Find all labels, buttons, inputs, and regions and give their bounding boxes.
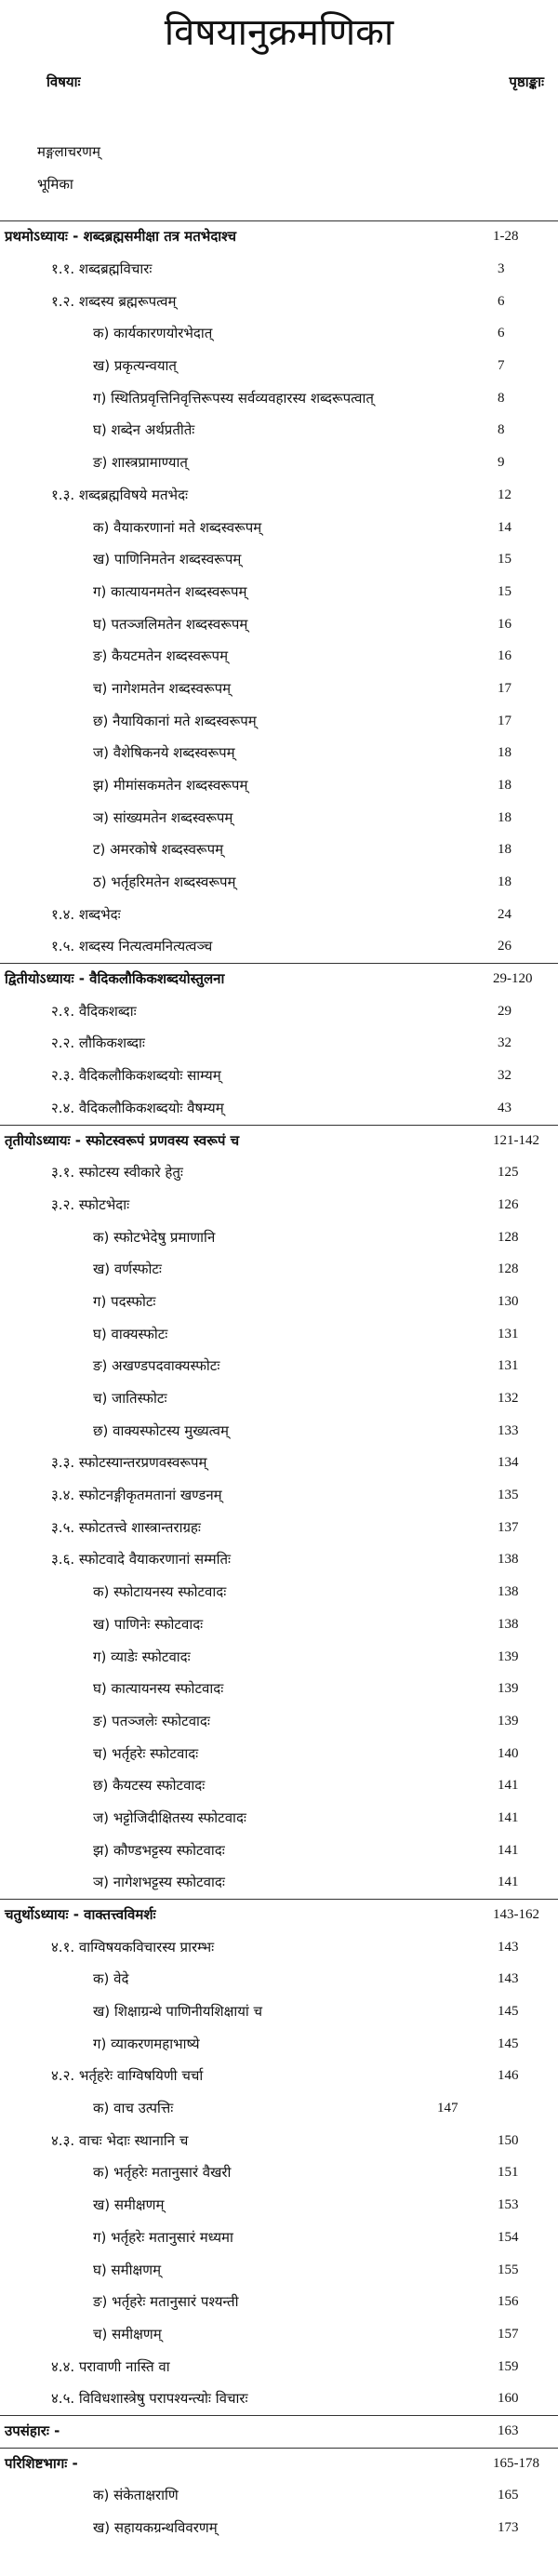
toc-entry-label: ठ) भर्तृहरिमतेन शब्दस्वरूपम्	[93, 874, 236, 890]
toc-entry-label: तृतीयोऽध्यायः - स्फोटस्वरूपं प्रणवस्य स्वरूपं च	[5, 1132, 240, 1149]
toc-row	[0, 1804, 558, 1832]
chapter-divider	[0, 1899, 558, 1900]
toc-entry-label: ङ) शास्त्रप्रामाण्यात्	[93, 454, 188, 471]
toc-row	[0, 287, 558, 315]
toc-row	[0, 138, 558, 166]
toc-row	[0, 1223, 558, 1251]
toc-entry-page: 128	[498, 1230, 519, 1245]
toc-entry-page: 126	[498, 1197, 519, 1212]
toc-entry-page: 9	[498, 455, 505, 470]
toc-entry-label: क) भर्तृहरेः मतानुसारं वैखरी	[93, 2164, 232, 2181]
chapter-divider	[0, 220, 558, 221]
toc-entry-page: 138	[498, 1584, 519, 1599]
toc-chapter-row	[0, 1901, 558, 1929]
toc-entry-page: 16	[498, 617, 512, 632]
toc-entry-label: घ) पतञ्जलिमतेन शब्दस्वरूपम्	[93, 616, 248, 633]
toc-entry-label: ङ) भर्तृहरेः मतानुसारं पश्यन्ती	[93, 2293, 239, 2310]
toc-entry-page: 24	[498, 907, 512, 922]
toc-entry-label: १.३. शब्दब्रह्मविषये मतभेदः	[51, 487, 189, 503]
toc-row	[0, 997, 558, 1025]
toc-row	[0, 674, 558, 702]
toc-entry-label: ४.१. वाग्विषयकविचारस्य प्रारम्भः	[51, 1939, 215, 1955]
toc-entry-label: द्वितीयोऽध्यायः - वैदिकलौकिकशब्दयोस्तुलना	[5, 970, 225, 987]
toc-entry-page: 137	[498, 1520, 519, 1535]
page-title: विषयानुक्रमणिका	[164, 11, 394, 54]
toc-entry-page: 150	[498, 2133, 519, 2148]
toc-entry-page: 143	[498, 1940, 519, 1955]
toc-entry-label: च) जातिस्फोटः	[93, 1390, 167, 1407]
toc-entry-label: घ) कात्यायनस्य स्फोटवादः	[93, 1680, 224, 1697]
toc-entry-label: घ) समीक्षणम्	[93, 2262, 162, 2278]
toc-row	[0, 1320, 558, 1348]
toc-row	[0, 1740, 558, 1768]
toc-entry-label: ख) पाणिनिमतेन शब्दस्वरूपम्	[93, 551, 242, 567]
toc-entry-label: क) वाच उत्पत्तिः	[93, 2100, 174, 2116]
toc-row	[0, 2384, 558, 2412]
toc-row	[0, 1578, 558, 1606]
toc-row	[0, 610, 558, 638]
toc-row	[0, 1675, 558, 1702]
toc-entry-label: उपसंहारः -	[5, 2423, 60, 2439]
toc-entry-page: 157	[498, 2327, 519, 2342]
toc-entry-label: च) नागेशमतेन शब्दस्वरूपम्	[93, 680, 232, 697]
toc-row	[0, 739, 558, 767]
toc-entry-page: 151	[498, 2165, 519, 2180]
toc-entry-label: ४.२. भर्तृहरेः वाग्विषयिणी चर्चा	[51, 2067, 204, 2084]
toc-entry-page: 18	[498, 842, 512, 857]
toc-row	[0, 2223, 558, 2251]
toc-entry-label: २.४. वैदिकलौकिकशब्दयोः वैषम्यम्	[51, 1100, 224, 1116]
toc-entry-label: ग) स्थितिप्रवृत्तिनिवृत्तिरूपस्य सर्वव्यवहारस्य शब्दरूपत्वात्	[93, 390, 374, 407]
toc-entry-page: 6	[498, 294, 505, 309]
toc-row	[0, 416, 558, 444]
toc-row	[0, 2094, 558, 2122]
toc-entry-label: ज) भट्टोजिदीक्षितस्य स्फोटवादः	[93, 1809, 246, 1826]
toc-entry-page: 15	[498, 584, 512, 599]
toc-entry-page: 121-142	[493, 1133, 539, 1148]
toc-row	[0, 2288, 558, 2316]
toc-entry-page: 153	[498, 2197, 519, 2212]
toc-entry-label: १.१. शब्दब्रह्मविचारः	[51, 260, 153, 277]
toc-entry-page: 43	[498, 1101, 512, 1115]
toc-entry-page: 135	[498, 1488, 519, 1502]
toc-entry-label: क) स्फोटभेदेषु प्रमाणानि	[93, 1229, 216, 1246]
toc-entry-label: ३.६. स्फोटवादे वैयाकरणानां सम्मतिः	[51, 1551, 232, 1568]
toc-entry-page: 154	[498, 2230, 519, 2245]
toc-row	[0, 642, 558, 670]
toc-row	[0, 1255, 558, 1283]
toc-entry-page: 138	[498, 1552, 519, 1567]
toc-row	[0, 804, 558, 832]
toc-entry-page: 160	[498, 2391, 519, 2406]
toc-entry-page: 141	[498, 1875, 519, 1889]
toc-row	[0, 868, 558, 896]
toc-row	[0, 1707, 558, 1735]
toc-row	[0, 170, 558, 198]
toc-row	[0, 1191, 558, 1219]
toc-entry-page: 139	[498, 1714, 519, 1728]
toc-row	[0, 1288, 558, 1315]
toc-row	[0, 901, 558, 928]
toc-entry-page: 8	[498, 391, 505, 406]
toc-entry-label: ञ) नागेशभट्टस्य स्फोटवादः	[93, 1874, 225, 1890]
toc-chapter-row	[0, 965, 558, 993]
toc-row	[0, 2353, 558, 2381]
toc-row	[0, 1384, 558, 1412]
toc-entry-page: 18	[498, 745, 512, 760]
toc-row	[0, 384, 558, 412]
toc-row	[0, 352, 558, 380]
toc-entry-page: 131	[498, 1358, 519, 1373]
toc-entry-label: छ) वाक्यस्फोटस्य मुख्यत्वम्	[93, 1422, 229, 1439]
toc-entry-page: 18	[498, 874, 512, 889]
toc-entry-label: ग) व्याडेः स्फोटवादः	[93, 1648, 191, 1665]
toc-entry-page: 6	[498, 326, 505, 340]
toc-entry-label: ३.५. स्फोटतत्त्वे शास्त्रान्तराग्रहः	[51, 1519, 201, 1536]
toc-entry-page: 18	[498, 778, 512, 793]
toc-row	[0, 448, 558, 476]
toc-entry-label: च) भर्तृहरेः स्फोटवादः	[93, 1745, 199, 1762]
toc-entry-page: 7	[498, 358, 505, 373]
toc-entry-label: १.४. शब्दभेदः	[51, 906, 121, 923]
toc-entry-page: 155	[498, 2262, 519, 2277]
toc-row	[0, 835, 558, 863]
toc-entry-page: 143-162	[493, 1907, 539, 1922]
toc-entry-label: १.२. शब्दस्य ब्रह्मरूपत्वम्	[51, 293, 177, 310]
toc-row	[0, 514, 558, 541]
toc-row	[0, 1158, 558, 1186]
toc-entry-label: ३.४. स्फोटनङ्गीकृतमतानां खण्डनम्	[51, 1487, 222, 1503]
toc-row	[0, 1836, 558, 1864]
toc-entry-page: 29	[498, 1004, 512, 1019]
toc-entry-label: भूमिका	[37, 176, 73, 193]
toc-entry-label: च) समीक्षणम्	[93, 2326, 162, 2342]
toc-row	[0, 1352, 558, 1380]
toc-row	[0, 1094, 558, 1122]
toc-entry-page: 130	[498, 1294, 519, 1309]
toc-entry-page: 138	[498, 1617, 519, 1632]
toc-entry-label: ४.३. वाचः भेदाः स्थानानि च	[51, 2132, 189, 2149]
toc-entry-page: 26	[498, 939, 512, 954]
toc-entry-label: प्रथमोऽध्यायः - शब्दब्रह्मसमीक्षा तत्र मतभेदाश्च	[5, 228, 237, 245]
toc-entry-page: 14	[498, 520, 512, 535]
toc-entry-label: छ) कैयटस्य स्फोटवादः	[93, 1777, 206, 1794]
toc-entry-page: 125	[498, 1165, 519, 1180]
toc-row	[0, 319, 558, 347]
toc-entry-page: 16	[498, 648, 512, 663]
toc-entry-page: 139	[498, 1681, 519, 1696]
toc-entry-label: ङ) पतञ्जलेः स्फोटवादः	[93, 1713, 210, 1729]
toc-row	[0, 1029, 558, 1057]
toc-entry-label: ३.१. स्फोटस्य स्वीकारे हेतुः	[51, 1164, 183, 1181]
toc-row	[0, 1933, 558, 1961]
chapter-divider	[0, 2415, 558, 2416]
toc-entry-label: ट) अमरकोषे शब्दस्वरूपम्	[93, 841, 224, 858]
toc-entry-page: 32	[498, 1068, 512, 1083]
toc-entry-label: ४.४. परावाणी नास्ति वा	[51, 2358, 170, 2375]
toc-row	[0, 1610, 558, 1638]
toc-entry-page: 32	[498, 1035, 512, 1050]
toc-row	[0, 1545, 558, 1573]
toc-entry-label: ख) पाणिनेः स्फोटवादः	[93, 1616, 204, 1633]
toc-entry-label: ग) भर्तृहरेः मतानुसारं मध्यमा	[93, 2229, 233, 2246]
toc-chapter-row	[0, 222, 558, 250]
toc-entry-page: 145	[498, 2004, 519, 2019]
toc-entry-label: घ) वाक्यस्फोटः	[93, 1326, 168, 1342]
toc-chapter-row	[0, 2449, 558, 2477]
toc-row	[0, 2514, 558, 2542]
toc-entry-page: 165	[498, 2488, 519, 2503]
toc-entry-label: झ) कौण्डभट्टस्य स्फोटवादः	[93, 1842, 225, 1859]
toc-entry-label: ज) वैशेषिकनये शब्दस्वरूपम्	[93, 744, 235, 761]
toc-entry-page: 29-120	[493, 971, 533, 986]
toc-row	[0, 771, 558, 799]
toc-entry-page: 3	[498, 261, 505, 276]
chapter-divider	[0, 963, 558, 964]
toc-row	[0, 2127, 558, 2155]
toc-row	[0, 1965, 558, 1993]
toc-row	[0, 1448, 558, 1476]
toc-entry-page: 173	[498, 2520, 519, 2535]
toc-entry-page: 132	[498, 1391, 519, 1406]
toc-row	[0, 1997, 558, 2025]
toc-entry-label: ङ) अखण्डपदवाक्यस्फोटः	[93, 1357, 220, 1374]
toc-row	[0, 1868, 558, 1896]
toc-entry-label: क) वेदे	[93, 1970, 129, 1987]
subject-column-header: विषयाः	[46, 73, 81, 90]
toc-row	[0, 1061, 558, 1089]
toc-row	[0, 2320, 558, 2348]
toc-row	[0, 2256, 558, 2284]
toc-entry-page: 143	[498, 1971, 519, 1986]
toc-row	[0, 2191, 558, 2219]
toc-entry-label: ख) सहायकग्रन्थविवरणम्	[93, 2519, 218, 2536]
toc-entry-label: क) कार्यकारणयोरभेदात्	[93, 325, 213, 341]
toc-entry-label: ख) वर्णस्फोटः	[93, 1261, 162, 1277]
toc-entry-label: ४.५. विविधशास्त्रेषु परापश्यन्त्योः विचारः	[51, 2390, 248, 2407]
toc-row	[0, 255, 558, 283]
toc-entry-label: झ) मीमांसकमतेन शब्दस्वरूपम्	[93, 777, 248, 794]
toc-entry-label: २.२. लौकिकशब्दाः	[51, 1034, 145, 1051]
toc-entry-label: ख) प्रकृत्यन्वयात्	[93, 357, 177, 374]
toc-entry-page: 131	[498, 1327, 519, 1341]
toc-row	[0, 1481, 558, 1509]
toc-entry-label: ग) व्याकरणमहाभाष्ये	[93, 2035, 200, 2052]
toc-row	[0, 2030, 558, 2058]
toc-entry-label: ३.३. स्फोटस्यान्तरप्रणवस्वरूपम्	[51, 1454, 207, 1471]
toc-entry-label: क) वैयाकरणानां मते शब्दस्वरूपम्	[93, 519, 262, 536]
toc-entry-page: 165-178	[493, 2456, 539, 2471]
toc-entry-page: 140	[498, 1746, 519, 1761]
toc-row	[0, 932, 558, 960]
toc-entry-label: ३.२. स्फोटभेदाः	[51, 1196, 130, 1213]
toc-chapter-row	[0, 1127, 558, 1155]
toc-entry-page: 133	[498, 1423, 519, 1438]
toc-entry-label: २.१. वैदिकशब्दाः	[51, 1003, 137, 1020]
toc-entry-label: क) संकेताक्षराणि	[93, 2487, 179, 2503]
toc-entry-label: ग) कात्यायनमतेन शब्दस्वरूपम्	[93, 583, 247, 600]
toc-entry-page: 141	[498, 1778, 519, 1793]
toc-entry-label: मङ्गलाचरणम्	[37, 143, 100, 160]
toc-row	[0, 2062, 558, 2089]
toc-row	[0, 1643, 558, 1671]
toc-entry-label: २.३. वैदिकलौकिकशब्दयोः साम्यम्	[51, 1067, 221, 1084]
toc-entry-page: 18	[498, 810, 512, 825]
toc-entry-page: 141	[498, 1810, 519, 1825]
toc-entry-label: ख) समीक्षणम्	[93, 2196, 165, 2213]
toc-row	[0, 707, 558, 735]
toc-entry-label: चतुर्थोऽध्यायः - वाक्तत्त्वविमर्शः	[5, 1906, 156, 1923]
toc-entry-page: 139	[498, 1649, 519, 1664]
page-column-header: पृष्ठाङ्काः	[509, 73, 544, 90]
chapter-divider	[0, 1125, 558, 1126]
toc-entry-label: १.५. शब्दस्य नित्यत्वमनित्यत्वञ्च	[51, 938, 213, 954]
toc-entry-label: क) स्फोटायनस्य स्फोटवादः	[93, 1583, 227, 1600]
toc-entry-label: ङ) कैयटमतेन शब्दस्वरूपम्	[93, 647, 229, 664]
toc-row	[0, 2158, 558, 2186]
toc-row	[0, 578, 558, 606]
toc-entry-page: 145	[498, 2036, 519, 2051]
toc-entry-label: ग) पदस्फोटः	[93, 1293, 156, 1310]
toc-entry-page: 156	[498, 2294, 519, 2309]
toc-entry-page: 17	[498, 681, 512, 696]
chapter-divider	[0, 2448, 558, 2449]
toc-entry-label: ख) शिक्षाग्रन्थे पाणिनीयशिक्षायां च	[93, 2003, 263, 2020]
toc-entry-page: 163	[498, 2423, 519, 2438]
toc-chapter-row	[0, 2417, 558, 2445]
toc-entry-label: घ) शब्देन अर्थप्रतीतेः	[93, 421, 195, 438]
toc-row	[0, 545, 558, 573]
toc-entry-page: 141	[498, 1843, 519, 1858]
toc-entry-page: 1-28	[493, 229, 519, 244]
toc-entry-page: 159	[498, 2359, 519, 2374]
toc-entry-label: परिशिष्टभागः -	[5, 2455, 78, 2472]
toc-row	[0, 2481, 558, 2509]
toc-entry-label: छ) नैयायिकानां मते शब्दस्वरूपम्	[93, 713, 257, 729]
toc-entry-page: 147	[437, 2101, 458, 2116]
toc-row	[0, 1771, 558, 1799]
toc-entry-page: 146	[498, 2068, 519, 2083]
toc-row	[0, 1417, 558, 1445]
toc-entry-page: 134	[498, 1455, 519, 1470]
toc-entry-label: ञ) सांख्यमतेन शब्दस्वरूपम्	[93, 809, 233, 826]
toc-entry-page: 8	[498, 422, 505, 437]
toc-entry-page: 15	[498, 552, 512, 567]
toc-entry-page: 128	[498, 1261, 519, 1276]
toc-entry-page: 17	[498, 714, 512, 728]
toc-row	[0, 481, 558, 509]
toc-row	[0, 1514, 558, 1542]
toc-entry-page: 12	[498, 487, 512, 502]
